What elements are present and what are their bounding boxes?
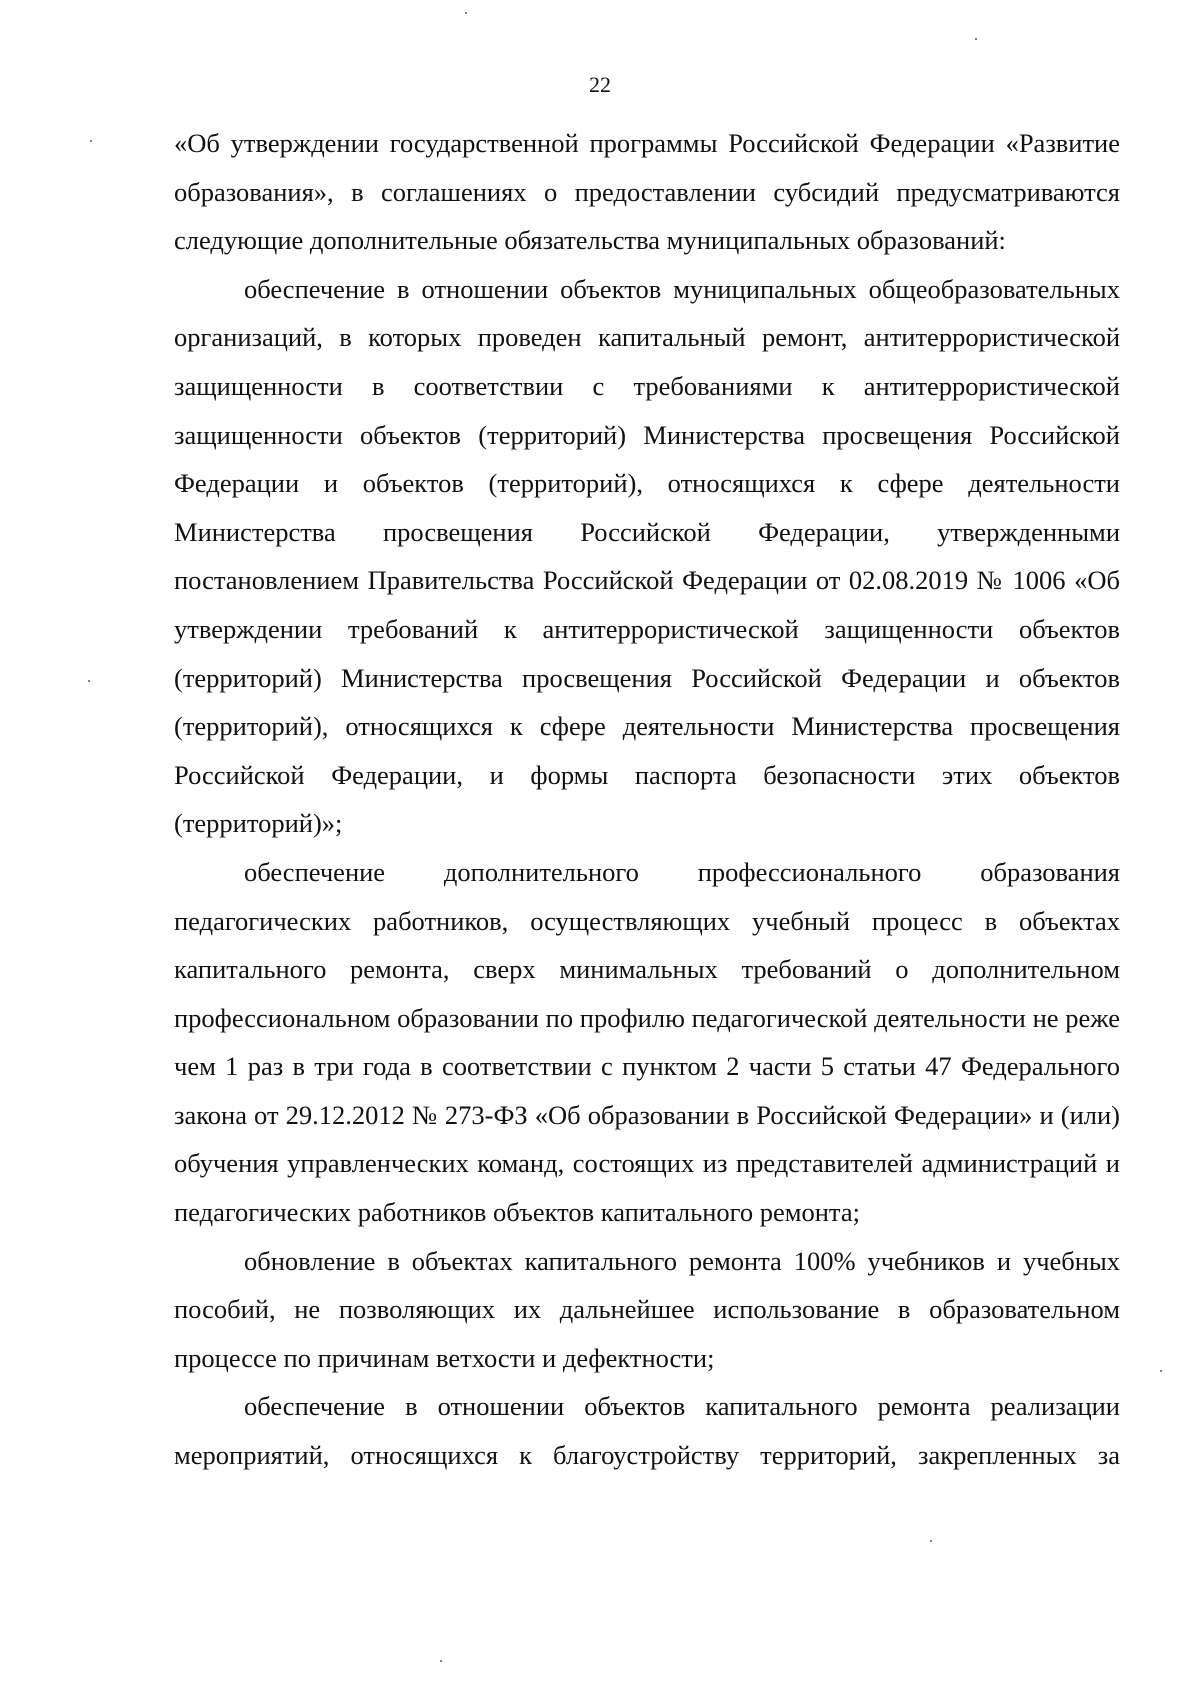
paragraph-5: обеспечение в отношении объектов капитального ремонта реализации мероприятий, относящихся к благоустройству территорий, закрепленных за — [174, 1391, 1120, 1471]
scan-speck — [90, 140, 92, 142]
paragraph-2: обеспечение в отношении объектов муниципальных общеобразовательных организаций, в которых проведен капитальный ремонт, антитеррористической защищенности в соответствии с требованиями к антитеррористической защищенности объектов (территорий) Министерства просвещения Российской Федерации и объектов (территорий), относящихся к сфере деятельности Министерства просвещения Российской Федерации, утвержденными постановлением Правительства Российской Федерации от 02.08.2019 № 1006 «Об утверждении требований к антитеррористической защищенности объектов (территорий) Министерства просвещения Российской Федерации и объектов (территорий), относящихся к сфере деятельности Министерства просвещения Российской Федерации, и формы паспорта безопасности этих объектов (территорий)»; — [174, 273, 1120, 839]
scan-speck — [1160, 1370, 1162, 1372]
paragraph-3: обеспечение дополнительного профессионального образования педагогических работников, осуществляющих учебный процесс в объектах капитального ремонта, сверх минимальных требований о дополнительном профессиональном образовании по профилю педагогической деятельности не реже чем 1 раз в три года в соответствии с пунктом 2 части 5 статьи 47 Федерального закона от 29.12.2012 № 273-ФЗ «Об образовании в Российской Федерации» и (или) обучения управленческих команд, состоящих из представителей администраций и педагогических работников объектов капитального ремонта; — [174, 856, 1120, 1228]
paragraph-4: обновление в объектах капитального ремонта 100% учебников и учебных пособий, не позволяющих их дальнейшее использование в образовательном процессе по причинам ветхости и дефектности; — [174, 1245, 1120, 1373]
scan-speck — [88, 680, 90, 682]
paragraph-1: «Об утверждении государственной программы Российской Федерации «Развитие образования», в соглашениях о предоставлении субсидий предусматриваются следующие дополнительные обязательства муниципальных образований: — [174, 128, 1120, 256]
document-body — [174, 119, 1120, 1480]
scan-speck — [930, 1540, 932, 1542]
page-number: 22 — [589, 72, 611, 97]
scan-speck — [465, 12, 467, 14]
scan-speck — [975, 38, 977, 40]
scan-speck — [440, 1660, 442, 1662]
